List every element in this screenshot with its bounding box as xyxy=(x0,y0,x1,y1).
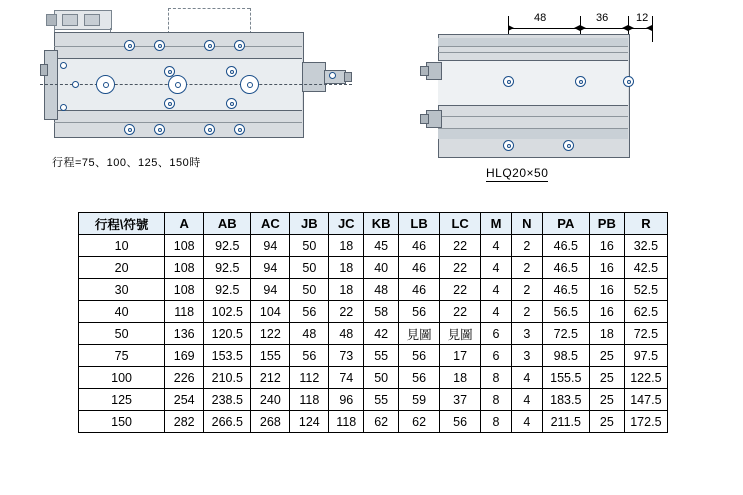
table-cell: 108 xyxy=(165,279,204,301)
table-cell: 94 xyxy=(251,257,290,279)
horizontal-centerline xyxy=(40,84,352,85)
table-cell: 62 xyxy=(399,411,440,433)
bolt-hole xyxy=(226,98,237,109)
specification-table xyxy=(78,212,668,433)
table-header-cell: PA xyxy=(542,213,589,235)
table-row xyxy=(79,367,668,389)
table-cell: 56 xyxy=(290,345,329,367)
body-plate-edge-top xyxy=(54,58,302,59)
dim-value-48: 48 xyxy=(534,12,547,24)
table-cell: 42.5 xyxy=(624,257,667,279)
table-cell: 2 xyxy=(511,235,542,257)
table-cell: 48 xyxy=(364,279,399,301)
table-cell: 124 xyxy=(290,411,329,433)
table-cell: 16 xyxy=(589,301,624,323)
table-cell: 50 xyxy=(290,235,329,257)
table-header-row xyxy=(79,213,668,235)
dim-value-36: 36 xyxy=(596,12,609,24)
table-row xyxy=(79,323,668,345)
cylinder-mid-band xyxy=(438,60,628,106)
table-cell: 4 xyxy=(481,257,512,279)
table-cell: 56 xyxy=(440,411,481,433)
table-cell: 22 xyxy=(440,257,481,279)
table-cell: 210.5 xyxy=(204,367,251,389)
table-cell: 17 xyxy=(440,345,481,367)
table-header-cell: A xyxy=(165,213,204,235)
left-port-stub xyxy=(40,64,48,76)
cylinder-bottom-rail xyxy=(438,128,628,139)
table-cell: 74 xyxy=(329,367,364,389)
table-cell: 2 xyxy=(511,279,542,301)
dim-line-48 xyxy=(508,28,580,29)
table-header-cell: LC xyxy=(440,213,481,235)
table-cell: 212 xyxy=(251,367,290,389)
table-cell: 18 xyxy=(329,279,364,301)
table-cell: 55 xyxy=(364,389,399,411)
table-cell: 32.5 xyxy=(624,235,667,257)
table-cell: 18 xyxy=(440,367,481,389)
table-cell: 18 xyxy=(329,235,364,257)
cylinder-divider-line-2 xyxy=(438,52,628,53)
table-header-cell: M xyxy=(481,213,512,235)
table-cell: 25 xyxy=(589,389,624,411)
table-cell: 226 xyxy=(165,367,204,389)
small-hole xyxy=(60,62,67,69)
table-cell: 3 xyxy=(511,323,542,345)
table-cell: 50 xyxy=(290,257,329,279)
table-cell: 4 xyxy=(511,389,542,411)
table-cell: 118 xyxy=(290,389,329,411)
table-cell: 18 xyxy=(589,323,624,345)
body-rail-line-bottom xyxy=(54,122,302,123)
dim-arrow xyxy=(580,25,586,31)
bolt-hole xyxy=(226,66,237,77)
table-cell: 37 xyxy=(440,389,481,411)
table-cell: 18 xyxy=(329,257,364,279)
table-header-cell: 行程\符號 xyxy=(79,213,165,235)
table-cell: 56 xyxy=(290,301,329,323)
table-cell: 150 xyxy=(79,411,165,433)
table-cell: 108 xyxy=(165,235,204,257)
table-cell: 72.5 xyxy=(624,323,667,345)
table-cell: 62.5 xyxy=(624,301,667,323)
dim-arrow xyxy=(628,25,634,31)
table-header-cell: LB xyxy=(399,213,440,235)
table-row xyxy=(79,345,668,367)
table-cell: 266.5 xyxy=(204,411,251,433)
table-cell: 見圖 xyxy=(440,323,481,345)
table-header-cell: AC xyxy=(251,213,290,235)
table-cell: 2 xyxy=(511,257,542,279)
table-cell: 4 xyxy=(481,301,512,323)
table-cell: 92.5 xyxy=(204,257,251,279)
dim-arrow xyxy=(508,25,514,31)
table-cell: 22 xyxy=(440,279,481,301)
table-cell: 52.5 xyxy=(624,279,667,301)
top-left-detail-stub xyxy=(46,14,57,26)
bolt-hole xyxy=(234,40,245,51)
table-header-cell: AB xyxy=(204,213,251,235)
table-cell: 122.5 xyxy=(624,367,667,389)
small-hole-center xyxy=(72,81,79,88)
table-cell: 46.5 xyxy=(542,235,589,257)
table-cell: 72.5 xyxy=(542,323,589,345)
table-cell: 30 xyxy=(79,279,165,301)
small-hole xyxy=(60,104,67,111)
table-cell: 50 xyxy=(290,279,329,301)
table-cell: 8 xyxy=(481,367,512,389)
table-cell: 4 xyxy=(481,235,512,257)
top-left-detail-bore-b xyxy=(84,14,100,26)
table-cell: 112 xyxy=(290,367,329,389)
table-cell: 125 xyxy=(79,389,165,411)
table-cell: 22 xyxy=(329,301,364,323)
bolt-hole xyxy=(154,124,165,135)
right-technical-drawing xyxy=(420,6,720,186)
table-cell: 50 xyxy=(79,323,165,345)
dim-arrow xyxy=(646,25,652,31)
table-header-cell: KB xyxy=(364,213,399,235)
cylinder-top-rail xyxy=(438,38,628,47)
table-cell: 73 xyxy=(329,345,364,367)
table-cell: 25 xyxy=(589,367,624,389)
table-cell: 46 xyxy=(399,235,440,257)
table-cell: 183.5 xyxy=(542,389,589,411)
table-cell: 20 xyxy=(79,257,165,279)
leader-dash-5 xyxy=(168,8,250,9)
table-cell: 98.5 xyxy=(542,345,589,367)
dim-value-12: 12 xyxy=(636,12,649,24)
table-row xyxy=(79,389,668,411)
table-cell: 240 xyxy=(251,389,290,411)
table-cell: 50 xyxy=(364,367,399,389)
table-cell: 25 xyxy=(589,345,624,367)
table-header-cell: JB xyxy=(290,213,329,235)
table-cell: 4 xyxy=(481,279,512,301)
table-cell: 169 xyxy=(165,345,204,367)
table-cell: 25 xyxy=(589,411,624,433)
table-cell: 108 xyxy=(165,257,204,279)
table-cell: 282 xyxy=(165,411,204,433)
table-cell: 118 xyxy=(329,411,364,433)
bolt-hole xyxy=(563,140,574,151)
table-cell: 56.5 xyxy=(542,301,589,323)
table-cell: 見圖 xyxy=(399,323,440,345)
top-left-detail-bore-a xyxy=(62,14,78,26)
table-cell: 6 xyxy=(481,323,512,345)
table-cell: 48 xyxy=(290,323,329,345)
table-cell: 62 xyxy=(364,411,399,433)
dim-line-36 xyxy=(580,28,628,29)
specification-table-container xyxy=(78,212,668,433)
table-row xyxy=(79,257,668,279)
table-cell: 94 xyxy=(251,279,290,301)
table-cell: 4 xyxy=(511,411,542,433)
large-bore-center xyxy=(168,75,187,94)
table-cell: 22 xyxy=(440,301,481,323)
table-cell: 75 xyxy=(79,345,165,367)
table-cell: 94 xyxy=(251,235,290,257)
bolt-hole xyxy=(204,40,215,51)
table-cell: 153.5 xyxy=(204,345,251,367)
table-cell: 268 xyxy=(251,411,290,433)
left-technical-drawing xyxy=(40,6,400,169)
table-header-cell: JC xyxy=(329,213,364,235)
table-cell: 42 xyxy=(364,323,399,345)
bolt-hole xyxy=(234,124,245,135)
table-cell: 122 xyxy=(251,323,290,345)
bolt-hole xyxy=(124,124,135,135)
table-cell: 96 xyxy=(329,389,364,411)
table-cell: 45 xyxy=(364,235,399,257)
table-cell: 55 xyxy=(364,345,399,367)
cylinder-divider-line xyxy=(438,116,628,117)
table-cell: 100 xyxy=(79,367,165,389)
left-port-stub-upper xyxy=(420,66,429,76)
leader-dash-3 xyxy=(168,8,169,34)
table-cell: 59 xyxy=(399,389,440,411)
table-cell: 48 xyxy=(329,323,364,345)
left-port-stub-lower xyxy=(420,114,429,124)
table-cell: 120.5 xyxy=(204,323,251,345)
table-cell: 4 xyxy=(511,367,542,389)
table-body xyxy=(79,235,668,433)
table-row xyxy=(79,235,668,257)
bolt-hole xyxy=(154,40,165,51)
right-drawing-caption: HLQ20×50 xyxy=(486,166,549,180)
body-plate-edge-bottom xyxy=(54,110,302,111)
body-rail-line-top xyxy=(54,46,302,47)
right-mount-block xyxy=(302,62,326,92)
table-cell: 8 xyxy=(481,389,512,411)
table-cell: 2 xyxy=(511,301,542,323)
table-cell: 8 xyxy=(481,411,512,433)
large-bore-right xyxy=(240,75,259,94)
table-row xyxy=(79,411,668,433)
table-header-cell: PB xyxy=(589,213,624,235)
left-end-cap xyxy=(44,50,58,120)
left-drawing-caption: 行程=75、100、125、150時 xyxy=(52,157,201,169)
bolt-hole xyxy=(623,76,634,87)
table-cell: 46 xyxy=(399,257,440,279)
table-cell: 16 xyxy=(589,235,624,257)
table-cell: 40 xyxy=(79,301,165,323)
table-header-cell: N xyxy=(511,213,542,235)
table-row xyxy=(79,301,668,323)
table-cell: 238.5 xyxy=(204,389,251,411)
large-bore-left xyxy=(96,75,115,94)
table-cell: 46 xyxy=(399,279,440,301)
table-cell: 10 xyxy=(79,235,165,257)
table-cell: 211.5 xyxy=(542,411,589,433)
table-header-cell: R xyxy=(624,213,667,235)
table-cell: 118 xyxy=(165,301,204,323)
table-cell: 136 xyxy=(165,323,204,345)
right-shaft-cap xyxy=(344,72,352,82)
table-cell: 16 xyxy=(589,257,624,279)
dim-ext-4 xyxy=(652,16,653,42)
table-cell: 102.5 xyxy=(204,301,251,323)
table-cell: 6 xyxy=(481,345,512,367)
table-cell: 40 xyxy=(364,257,399,279)
table-row xyxy=(79,279,668,301)
bolt-hole xyxy=(204,124,215,135)
table-cell: 56 xyxy=(399,345,440,367)
bolt-hole xyxy=(164,98,175,109)
table-cell: 92.5 xyxy=(204,279,251,301)
table-cell: 155.5 xyxy=(542,367,589,389)
bolt-hole xyxy=(503,76,514,87)
bolt-hole xyxy=(503,140,514,151)
table-cell: 97.5 xyxy=(624,345,667,367)
table-cell: 92.5 xyxy=(204,235,251,257)
table-cell: 172.5 xyxy=(624,411,667,433)
table-cell: 58 xyxy=(364,301,399,323)
table-cell: 46.5 xyxy=(542,257,589,279)
right-shaft-bolt-icon xyxy=(329,72,336,79)
table-cell: 147.5 xyxy=(624,389,667,411)
table-cell: 56 xyxy=(399,367,440,389)
table-cell: 56 xyxy=(399,301,440,323)
bolt-hole xyxy=(124,40,135,51)
table-cell: 16 xyxy=(589,279,624,301)
table-cell: 22 xyxy=(440,235,481,257)
table-cell: 3 xyxy=(511,345,542,367)
table-cell: 104 xyxy=(251,301,290,323)
table-cell: 155 xyxy=(251,345,290,367)
leader-dash-4 xyxy=(250,8,251,34)
table-cell: 46.5 xyxy=(542,279,589,301)
table-cell: 254 xyxy=(165,389,204,411)
bolt-hole xyxy=(575,76,586,87)
